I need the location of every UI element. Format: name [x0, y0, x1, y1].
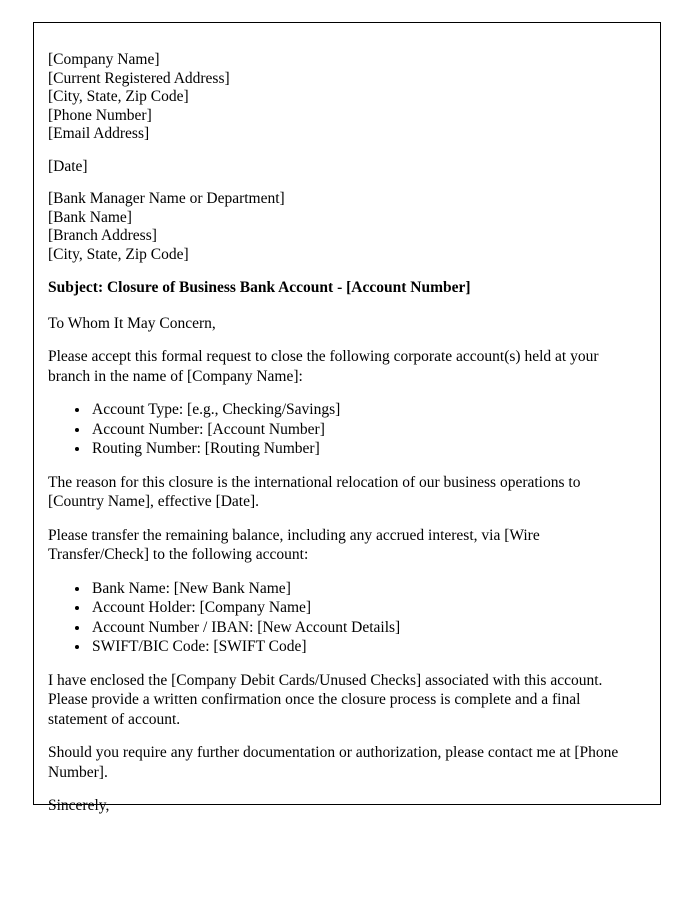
document-body — [34, 23, 660, 816]
paragraph-request: Please accept this formal request to close the following corporate account(s) held at your branch in the name of [Company Name]: — [48, 348, 599, 385]
sender-address-block — [48, 51, 638, 144]
list-item: • Routing Number: [Routing Number] — [90, 439, 638, 459]
recipient-line: [City, State, Zip Code] — [48, 245, 189, 263]
sender-line: [City, State, Zip Code] — [48, 88, 189, 105]
sender-line: [Current Registered Address] — [48, 69, 230, 87]
recipient-line: [Branch Address] — [48, 227, 157, 244]
paragraph-contact: Should you require any further documentation or authorization, please contact me at [Phone Number]. — [48, 744, 619, 781]
closing-line: Sincerely, — [48, 797, 110, 814]
date-line: [Date] — [48, 157, 88, 175]
list-item: • Account Number: [Account Number] — [90, 420, 638, 440]
subject-line: Subject: Closure of Business Bank Account - [Account Number] — [48, 279, 471, 296]
sender-line: [Company Name] — [48, 51, 160, 68]
paragraph-reason: The reason for this closure is the international relocation of our business operations to [Country Name], effective [Date]. — [48, 473, 581, 510]
date-block — [48, 158, 638, 177]
account-details-list — [48, 400, 638, 459]
paragraph-enclosures: I have enclosed the [Company Debit Cards/Unused Checks] associated with this account. Please provide a written confirmation once the closure process is complete and a final statement of account. — [48, 671, 603, 728]
list-item: • Account Holder: [Company Name] — [90, 598, 638, 618]
document-page — [33, 22, 661, 814]
recipient-line: [Bank Name] — [48, 208, 132, 226]
list-item: • Account Type: [e.g., Checking/Savings] — [90, 400, 638, 420]
sender-line: [Phone Number] — [48, 106, 152, 124]
list-item: • Bank Name: [New Bank Name] — [90, 579, 638, 599]
paragraph-transfer: Please transfer the remaining balance, including any accrued interest, via [Wire Transfer/Check] to the following account: — [48, 526, 540, 563]
recipient-address-block — [48, 190, 638, 264]
list-item: • Account Number / IBAN: [New Account Details] — [90, 618, 638, 638]
transfer-details-list — [48, 579, 638, 657]
list-item: • SWIFT/BIC Code: [SWIFT Code] — [90, 637, 638, 657]
salutation: To Whom It May Concern, — [48, 314, 216, 332]
sender-line: [Email Address] — [48, 125, 150, 142]
recipient-line: [Bank Manager Name or Department] — [48, 190, 285, 207]
